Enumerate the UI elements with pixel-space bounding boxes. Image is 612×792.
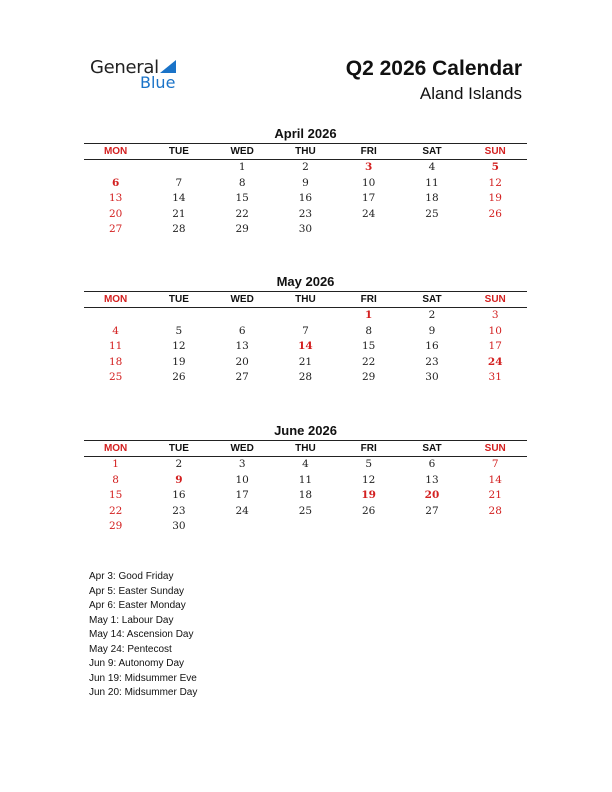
day-cell: 14 <box>172 192 186 205</box>
day-cell: 21 <box>298 355 313 368</box>
day-cell <box>147 160 210 176</box>
day-cell <box>274 519 337 535</box>
day-cell: 11 <box>108 340 123 353</box>
day-cell: 15 <box>235 192 249 205</box>
weekday-label: FRI <box>360 443 377 454</box>
holiday-item: Apr 6: Easter Monday <box>89 600 186 611</box>
week-row <box>84 207 527 223</box>
day-cell: 20 <box>108 207 123 220</box>
page-title: Q2 2026 Calendar <box>345 57 522 80</box>
day-cell: 12 <box>172 340 186 353</box>
holiday-list <box>89 570 197 701</box>
week-row <box>84 324 527 340</box>
weekday-label: SAT <box>422 443 442 454</box>
day-cell: 25 <box>108 371 123 384</box>
day-cell: 16 <box>172 489 186 502</box>
day-cell <box>400 519 463 535</box>
day-cell: 20 <box>424 489 440 502</box>
day-cell: 4 <box>428 161 436 173</box>
day-cell <box>84 160 147 176</box>
day-cell: 5 <box>491 161 499 173</box>
day-cell: 18 <box>425 192 439 205</box>
week-row <box>84 176 527 192</box>
weekday-header-row <box>84 441 527 456</box>
day-cell: 9 <box>302 176 309 189</box>
day-cell: 10 <box>362 176 376 189</box>
day-cell <box>211 308 274 324</box>
month-block <box>84 125 527 238</box>
weekday-label: SAT <box>422 294 442 305</box>
day-cell: 25 <box>425 207 439 220</box>
day-cell: 12 <box>488 176 502 189</box>
day-cell: 13 <box>425 473 439 486</box>
day-cell: 21 <box>172 207 186 220</box>
day-cell: 11 <box>298 473 313 486</box>
day-cell: 8 <box>238 176 246 189</box>
day-cell: 18 <box>108 355 123 368</box>
week-row <box>84 370 527 386</box>
day-cell: 2 <box>428 309 436 321</box>
day-cell: 5 <box>365 458 373 470</box>
day-cell: 22 <box>362 355 376 368</box>
day-cell: 8 <box>365 324 373 337</box>
day-cell: 28 <box>298 371 313 384</box>
weekday-label: TUE <box>168 146 189 157</box>
week-row <box>84 504 527 520</box>
day-cell: 26 <box>362 504 376 517</box>
day-cell: 18 <box>298 489 313 502</box>
holiday-item: May 24: Pentecost <box>89 643 172 655</box>
day-cell: 17 <box>362 192 376 205</box>
day-cell: 12 <box>362 473 376 486</box>
weekday-label: WED <box>230 146 254 157</box>
day-cell: 11 <box>425 176 439 189</box>
weekday-label: WED <box>230 294 254 305</box>
day-cell: 1 <box>365 309 373 321</box>
day-cell: 21 <box>488 489 502 502</box>
day-cell: 13 <box>235 340 249 353</box>
weekday-label: THU <box>295 443 316 454</box>
day-cell: 29 <box>108 520 123 533</box>
logo-triangle-icon <box>160 60 176 73</box>
month-title: June 2026 <box>274 423 337 438</box>
month-block <box>84 422 527 535</box>
logo-word-general: General <box>90 57 159 78</box>
holiday-item: May 14: Ascension Day <box>89 629 194 640</box>
day-cell: 25 <box>298 504 313 517</box>
day-cell: 14 <box>298 340 313 353</box>
day-cell: 22 <box>108 504 123 517</box>
week-row <box>84 222 527 238</box>
day-cell: 16 <box>425 340 439 353</box>
weekday-label: THU <box>295 146 316 157</box>
day-cell: 3 <box>238 458 246 470</box>
day-cell: 19 <box>361 489 376 502</box>
day-cell: 17 <box>235 489 249 502</box>
day-cell: 28 <box>488 504 502 517</box>
day-cell: 2 <box>302 161 309 173</box>
day-cell: 26 <box>488 207 502 220</box>
day-cell: 15 <box>362 340 376 353</box>
page-subtitle: Aland Islands <box>419 84 522 103</box>
day-cell <box>84 308 147 324</box>
day-cell: 23 <box>425 355 439 368</box>
week-row <box>84 488 527 504</box>
holiday-item: May 1: Labour Day <box>89 614 174 626</box>
day-cell: 17 <box>488 340 502 353</box>
week-row <box>84 519 527 535</box>
day-cell: 10 <box>235 473 249 486</box>
weekday-label: SAT <box>422 146 442 157</box>
day-cell <box>464 222 527 238</box>
day-cell <box>211 519 274 535</box>
day-cell: 9 <box>175 473 183 486</box>
week-row <box>84 191 527 207</box>
holiday-item: Jun 9: Autonomy Day <box>89 658 185 669</box>
weekday-label: MON <box>103 443 128 454</box>
day-cell <box>337 222 400 238</box>
day-cell: 30 <box>425 371 439 384</box>
day-cell: 7 <box>491 458 499 470</box>
day-cell <box>400 222 463 238</box>
day-cell: 1 <box>112 458 119 470</box>
weekday-label: MON <box>103 294 128 305</box>
day-cell: 3 <box>365 161 373 173</box>
day-cell <box>337 519 400 535</box>
day-cell: 24 <box>362 207 376 220</box>
weekday-label: FRI <box>360 294 377 305</box>
day-cell: 6 <box>111 176 120 189</box>
day-cell: 28 <box>172 223 186 236</box>
day-cell: 27 <box>108 223 123 236</box>
day-cell: 29 <box>362 371 376 384</box>
month-block <box>84 273 527 386</box>
month-title: April 2026 <box>274 126 337 141</box>
day-cell: 4 <box>302 458 309 470</box>
day-cell: 7 <box>302 324 309 337</box>
day-cell: 6 <box>428 458 436 470</box>
weekday-header-row <box>84 292 527 307</box>
month-title: May 2026 <box>276 274 335 289</box>
holiday-item: Apr 5: Easter Sunday <box>89 585 185 597</box>
day-cell: 24 <box>235 504 249 517</box>
day-cell: 31 <box>488 371 502 384</box>
holiday-item: Jun 19: Midsummer Eve <box>89 672 197 684</box>
day-cell <box>464 519 527 535</box>
logo-word-blue: Blue <box>140 73 176 92</box>
week-row <box>84 308 527 324</box>
day-cell: 19 <box>172 355 186 368</box>
day-cell: 4 <box>112 324 119 337</box>
weekday-label: SUN <box>484 443 506 454</box>
week-row <box>84 160 527 176</box>
day-cell: 10 <box>488 324 502 337</box>
day-cell: 7 <box>175 176 183 189</box>
day-cell: 8 <box>112 473 119 486</box>
week-row <box>84 457 527 473</box>
day-cell <box>147 308 210 324</box>
day-cell: 23 <box>172 504 186 517</box>
day-cell: 23 <box>298 207 313 220</box>
day-cell: 2 <box>175 458 183 470</box>
weekday-label: WED <box>230 443 254 454</box>
day-cell: 24 <box>487 355 503 368</box>
day-cell: 27 <box>425 504 439 517</box>
holiday-item: Jun 20: Midsummer Day <box>89 687 198 698</box>
day-cell: 3 <box>491 309 499 321</box>
day-cell: 6 <box>238 324 246 337</box>
day-cell: 27 <box>235 371 249 384</box>
day-cell: 5 <box>175 324 183 337</box>
weekday-label: TUE <box>168 443 189 454</box>
holiday-item: Apr 3: Good Friday <box>89 571 174 582</box>
weekday-label: TUE <box>168 294 189 305</box>
week-row <box>84 339 527 355</box>
day-cell: 19 <box>488 192 502 205</box>
day-cell: 14 <box>488 473 502 486</box>
day-cell: 1 <box>238 161 246 173</box>
day-cell: 29 <box>235 223 249 236</box>
generalblue-logo <box>88 57 188 93</box>
weekday-label: THU <box>295 294 316 305</box>
weekday-label: MON <box>103 146 128 157</box>
weekday-label: SUN <box>484 146 506 157</box>
week-row <box>84 473 527 489</box>
day-cell <box>274 308 337 324</box>
day-cell: 30 <box>298 223 313 236</box>
day-cell: 9 <box>428 324 436 337</box>
day-cell: 16 <box>298 192 313 205</box>
weekday-label: FRI <box>360 146 377 157</box>
weekday-header-row <box>84 144 527 159</box>
week-row <box>84 355 527 371</box>
day-cell: 15 <box>108 489 123 502</box>
day-cell: 26 <box>172 371 186 384</box>
weekday-label: SUN <box>484 294 506 305</box>
day-cell: 30 <box>172 520 186 533</box>
day-cell: 20 <box>235 355 249 368</box>
day-cell: 13 <box>108 192 123 205</box>
day-cell: 22 <box>235 207 249 220</box>
